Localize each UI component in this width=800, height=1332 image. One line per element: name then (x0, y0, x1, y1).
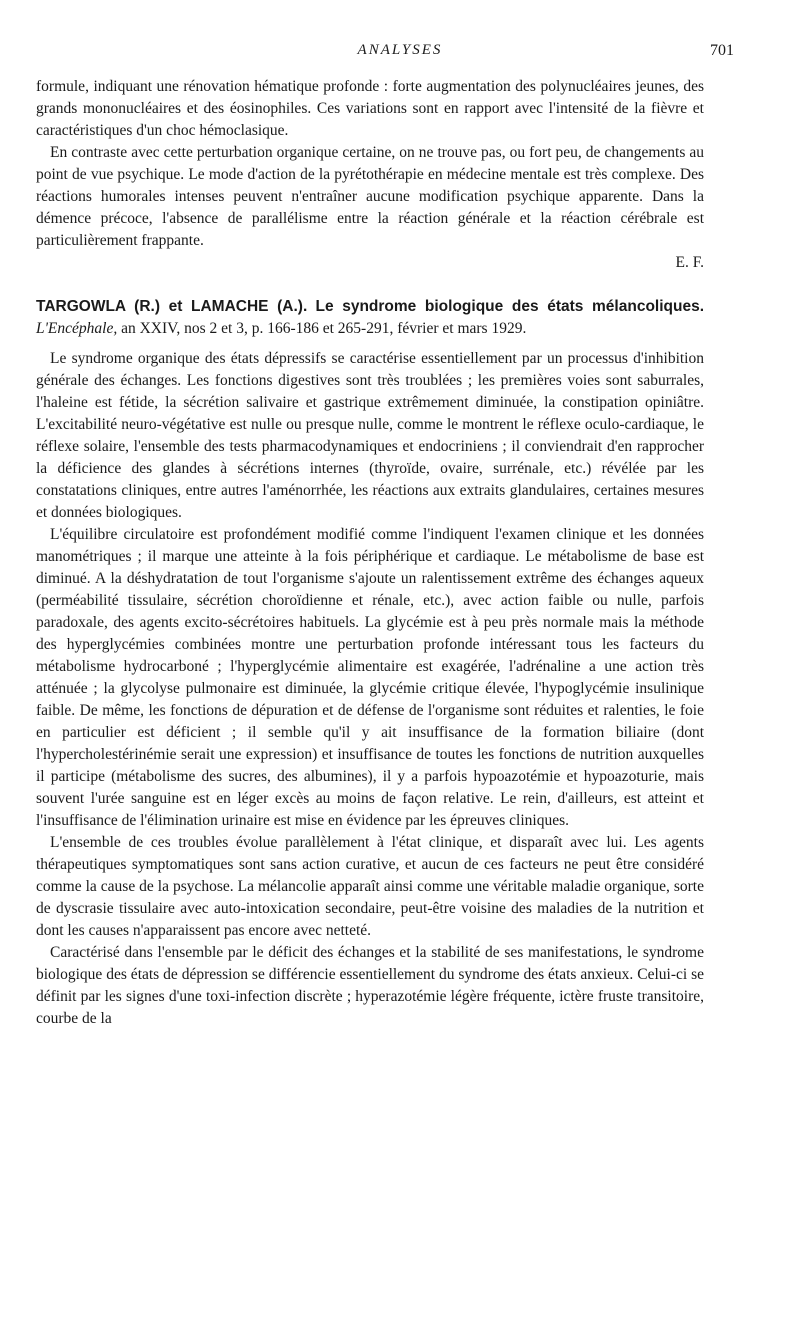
citation-authors: TARGOWLA (R.) et LAMACHE (A.). (36, 298, 308, 315)
body-paragraph: L'ensemble de ces troubles évolue parallèlement à l'état clinique, et disparaît avec lui. Les agents thérapeutiques symptomatiques sont sans action curative, et aucun de ces facteurs ne peut être considéré comme la cause de la psychose. La mélancolie apparaît ainsi comme une véritable maladie organique, sorte de dyscrasie tissulaire avec auto-intoxication secondaire, peut-être voisine des maladies de la nutrition et dont les causes n'apparaissent pas encore avec netteté. (36, 834, 704, 939)
article-citation (36, 296, 704, 340)
body-paragraph: Le syndrome organique des états dépressifs se caractérise essentiellement par un processus d'inhibition générale des échanges. Les fonctions digestives sont très troublées ; les premières voies sont saburrales, l'haleine est fétide, la sécrétion salivaire et gastrique extrêmement diminuée, la constipation opiniâtre. L'excitabilité neuro-végétative est nulle ou presque nulle, comme le montrent le réflexe oculo-cardiaque, le réflexe solaire, l'ensemble des tests pharmacodynamiques et endocriniens ; il conviendrait d'en rapprocher la déficience des glandes à sécrétions internes (thyroïde, ovaire, surrénale, etc.) révélée par les constatations cliniques, entre autres l'aménorrhée, les réactions aux extraits glandulaires, certaines mesures et données biologiques. (36, 350, 704, 521)
section-gap (36, 274, 704, 296)
page-header (36, 42, 764, 66)
running-title: ANALYSES (357, 42, 443, 58)
body-paragraph: L'équilibre circulatoire est profondément modifié comme l'indiquent l'examen clinique et les données manométriques ; il marque une atteinte à la fois périphérique et cardiaque. Le métabolisme de base est diminué. A la déshydratation de tout l'organisme s'ajoute un ralentissement extrême des échanges aqueux (perméabilité tissulaire, sécrétion choroïdienne et rénale, etc.), avec action faible ou nulle, parfois paradoxale, des agents excito-sécrétoires habituels. La glycémie est à peu près normale mais la méthode des hyperglycémies combinées montre une perturbation profonde intéressant tous les facteurs du métabolisme hydrocarboné ; l'hyperglycémie alimentaire est exagérée, l'adrénaline a une action très atténuée ; la glycolyse pulmonaire est diminuée, la glycémie critique élevée, l'hypoglycémie insulinique faible. De même, les fonctions de dépuration et de défense de l'organisme sont réduites et ralenties, le foie en particulier est déficient ; il semble qu'il y ait insuffisance de la formation biliaire (dont l'hypercholestérinémie serait une expression) et insuffisance de toutes les fonctions de nutrition auxquelles il participe (métabolisme des sucres, des albumines), il y a parfois hypoazotémie et hypoazoturie, mais souvent l'urée sanguine est en léger excès au moins de façon relative. Le rein, d'ailleurs, est atteint et l'insuffisance de l'élimination urinaire est mise en évidence par les épreuves cliniques. (36, 526, 704, 829)
citation-journal: L'Encéphale, (36, 320, 118, 337)
citation-title: Le syndrome biologique des états mélancoliques. (315, 298, 705, 315)
signature: E. F. (675, 254, 704, 271)
intro-paragraph: En contraste avec cette perturbation organique certaine, on ne trouve pas, ou fort peu, de changements au point de vue psychique. Le mode d'action de la pyrétothérapie en médecine mentale est très complexe. Des réactions humorales intenses peuvent n'entraîner aucune modification psychique apparente. Dans la démence précoce, l'absence de parallélisme entre la réaction générale et la réaction cérébrale est particulièrement frappante. (36, 144, 704, 249)
page-number: 701 (710, 42, 734, 59)
citation-details: an XXIV, nos 2 et 3, p. 166-186 et 265-291, février et mars 1929. (121, 320, 527, 337)
page-body (36, 76, 704, 1030)
body-paragraph: Caractérisé dans l'ensemble par le déficit des échanges et la stabilité de ses manifestations, le syndrome biologique des états de dépression se différencie essentiellement du syndrome des états anxieux. Celui-ci se définit par les signes d'une toxi-infection discrète ; hyperazotémie légère fréquente, ictère fruste transitoire, courbe de la (36, 944, 704, 1027)
section-gap (36, 340, 704, 348)
intro-paragraph: formule, indiquant une rénovation hématique profonde : forte augmentation des polynucléaires jeunes, des grands mononucléaires et des éosinophiles. Ces variations sont en rapport avec l'intensité de la fièvre et caractéristiques d'un choc hémoclasique. (36, 78, 704, 139)
